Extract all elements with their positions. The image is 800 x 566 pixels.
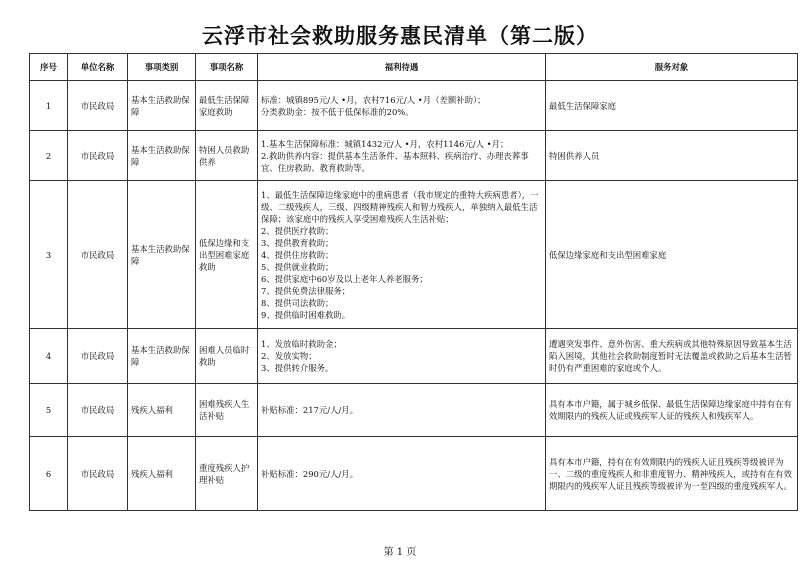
benefit-line: 2、发放实物；	[261, 351, 317, 361]
row-number: 1	[30, 81, 68, 131]
row-category: 基本生活救助保障	[128, 329, 196, 384]
table-row	[30, 81, 798, 131]
benefit-line: 7、提供免费法律服务；	[261, 285, 351, 296]
header-no: 序号	[30, 54, 68, 81]
row-unit: 市民政局	[68, 131, 128, 181]
benefit-line: 6、提供家庭中60岁及以上老年人养老服务；	[261, 273, 428, 284]
row-number: 5	[30, 384, 68, 437]
benefit-line: 1、发放临时救助金；	[261, 339, 342, 349]
benefit-line: 2.救助供养内容：提供基本生活条件、基本照料、疾病治疗、办理丧葬事宜、住房救助、教育救助等。	[261, 150, 529, 173]
table-row	[30, 329, 798, 384]
row-target: 具有本市户籍，属于城乡低保、最低生活保障边缘家庭中持有在有效期限内的残疾人证或残疾军人证的残疾人和残疾军人。	[546, 384, 798, 437]
row-number: 6	[30, 437, 68, 511]
row-item: 困难人员临时救助	[196, 329, 258, 384]
row-category: 基本生活救助保障	[128, 131, 196, 181]
row-target: 低保边缘家庭和支出型困难家庭	[546, 181, 798, 329]
row-unit: 市民政局	[68, 81, 128, 131]
row-benefit	[258, 437, 546, 511]
table-row	[30, 131, 798, 181]
row-item: 最低生活保障家庭救助	[196, 81, 258, 131]
benefit-line: 补贴标准：290元/人/月。	[261, 468, 359, 479]
row-unit: 市民政局	[68, 384, 128, 437]
table-row	[30, 437, 798, 511]
header-item: 事项名称	[196, 54, 258, 81]
header-benefit: 福利待遇	[258, 54, 546, 81]
benefit-line: 2、提供医疗救助；	[261, 225, 334, 236]
benefit-line: 8、提供司法救助；	[261, 297, 334, 308]
benefit-line: 9、提供临时困难救助。	[261, 309, 351, 320]
row-target: 遭遇突发事件、意外伤害、重大疾病或其他特殊原因导致基本生活陷入困境，其他社会救助制度暂时无法覆盖或救助之后基本生活暂时仍有严重困难的家庭或个人。	[546, 329, 798, 384]
row-unit: 市民政局	[68, 437, 128, 511]
row-number: 4	[30, 329, 68, 384]
row-item: 特困人员救助供养	[196, 131, 258, 181]
benefit-line: 标准：城镇895元/人 •月，农村716元/人 •月（差额补助）；	[261, 94, 486, 105]
row-target: 最低生活保障家庭	[546, 81, 798, 131]
page-number: 第 1 页	[383, 547, 417, 558]
benefit-line: 3、提供转介服务。	[261, 363, 334, 373]
row-number: 2	[30, 131, 68, 181]
row-target: 特困供养人员	[546, 131, 798, 181]
benefit-line: 4、提供住房救助；	[261, 249, 334, 260]
row-benefit	[258, 384, 546, 437]
relief-table	[29, 53, 798, 511]
row-item: 困难残疾人生活补贴	[196, 384, 258, 437]
row-category: 残疾人福利	[128, 384, 196, 437]
row-unit: 市民政局	[68, 329, 128, 384]
benefit-line: 3、提供教育救助；	[261, 237, 334, 248]
row-target: 具有本市户籍，持有在有效期限内的残疾人证且残疾等级被评为一、二级的重度残疾人和非重度智力、精神残疾人，或持有在有效期限内的残疾军人证且残疾等级被评为一至四级的重度残疾军人。	[546, 437, 798, 511]
row-benefit	[258, 131, 546, 181]
benefit-line: 补贴标准：217元/人/月。	[261, 405, 359, 415]
row-benefit	[258, 329, 546, 384]
row-benefit	[258, 181, 546, 329]
benefit-line: 分类救助金：按不低于低保标准的20%。	[261, 106, 414, 117]
page-title: 云浮市社会救助服务惠民清单（第二版）	[202, 24, 598, 48]
row-number: 3	[30, 181, 68, 329]
row-item: 重度残疾人护理补贴	[196, 437, 258, 511]
benefit-line: 1.基本生活保障标准：城镇1432元/人 •月，农村1146元/人 •月；	[261, 138, 509, 149]
header-category: 事项类别	[128, 54, 196, 81]
header-unit: 单位名称	[68, 54, 128, 81]
row-benefit	[258, 81, 546, 131]
table-row	[30, 181, 798, 329]
row-item: 低保边缘和支出型困难家庭救助	[196, 181, 258, 329]
header-target: 服务对象	[546, 54, 798, 81]
table-header-row	[30, 54, 798, 81]
benefit-line: 1、最低生活保障边缘家庭中的重病患者（我市规定的重特大疾病患者），一级、二级残疾人，三级、四级精神残疾人和智力残疾人，单独纳入最低生活保障；该家庭中的残疾人享受困难残疾人生活补贴；	[261, 189, 539, 224]
table-row	[30, 384, 798, 437]
row-category: 基本生活救助保障	[128, 81, 196, 131]
row-category: 基本生活救助保障	[128, 181, 196, 329]
benefit-line: 5、提供就业救助；	[261, 261, 334, 272]
row-unit: 市民政局	[68, 181, 128, 329]
row-category: 残疾人福利	[128, 437, 196, 511]
